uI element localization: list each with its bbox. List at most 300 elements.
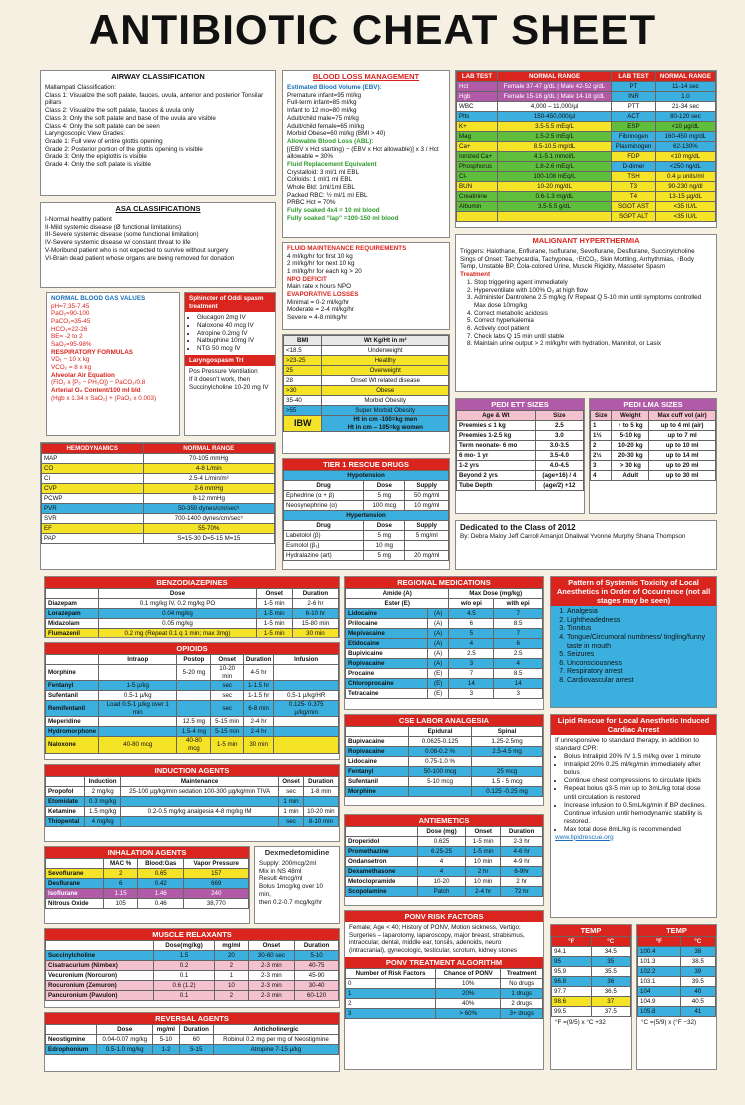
laryngospasm-title: Laryngospasm Trt (185, 355, 275, 367)
table-cell: PAP (42, 534, 144, 544)
table-cell: 5-15 min (211, 717, 243, 727)
table-cell (274, 717, 339, 727)
table-cell: Flumazenil (46, 629, 99, 638)
toxicity-item: 7. Respiratory arrest (567, 668, 712, 677)
asa-line: II-Mild systemic disease (Ø functional limitations) (45, 223, 182, 231)
table-cell: Overweight (322, 366, 449, 376)
hyper-subheading: Hypertension (284, 511, 449, 521)
table-cell: 0.125- 0.375 µ/kg/min (274, 701, 339, 717)
asa-line: VI-Brain dead patient whose organs are being removed for donation (45, 254, 235, 262)
table-cell: 20 (215, 951, 249, 961)
table-row (457, 192, 716, 202)
table-cell: 2.5 (494, 649, 543, 659)
table-row (591, 461, 716, 471)
bmi-table (283, 335, 449, 432)
antiemetics-panel (344, 814, 544, 906)
mh-treatment-list (460, 279, 712, 348)
table-cell: Morbid Obesity (322, 396, 449, 406)
table-cell: 10 min (466, 857, 501, 867)
fluid-line: PRBC Hct = 70% (287, 199, 336, 207)
column-header: Blood:Gas (138, 859, 184, 869)
table-cell: T3 (612, 182, 656, 192)
table-cell: <10 mg/dL (655, 152, 715, 162)
dedication-panel (455, 520, 717, 570)
table-cell: Diazepam (46, 599, 99, 609)
column-header: Spinal (472, 727, 543, 737)
table-cell: 3.5-4.0 (535, 451, 583, 461)
table-row (346, 787, 543, 797)
table-cell: 3.0-3.5 (535, 441, 583, 451)
fluid-line: Crystalloid: 3 ml/1 ml EBL (287, 168, 360, 176)
abg-line: SaO₂=95-98% (51, 341, 92, 349)
table-cell: Nitrous Oxide (46, 899, 104, 909)
table-cell: CO (42, 464, 144, 474)
table-cell: 72 hr (501, 887, 543, 897)
table-cell: 70-105 mmHg (143, 454, 274, 464)
table-cell: 0.5-1.0 mg/kg (97, 1045, 153, 1055)
table-cell: 4.5 (449, 609, 494, 619)
column-header: LAB TEST (612, 72, 656, 82)
table-cell: Preemies 1-2.5 kg (457, 431, 536, 441)
table-cell: 4-5 hr (243, 665, 273, 681)
table-cell: 2.5 (535, 421, 583, 431)
table-cell: 4-8 L/min (143, 464, 274, 474)
table-cell: 1-5 µ/kg (99, 681, 177, 691)
table-cell: (A) (427, 619, 448, 629)
column-header: Dose (mg) (417, 827, 465, 837)
lipid-item: • Repeat bolus q3-5 min up to 3mL/kg total dose until circulation is restored (564, 785, 712, 801)
table-cell: 5 (449, 629, 494, 639)
table-cell: 1.15 (104, 889, 138, 899)
table-cell: Dexamethasone (346, 867, 418, 877)
table-cell: 4 (449, 639, 494, 649)
table-cell: 55-70% (143, 524, 274, 534)
table-row (46, 961, 339, 971)
table-cell: 95.9 (552, 967, 592, 977)
table-cell: 60 (179, 1035, 213, 1045)
table-cell: 0.1 mg/kg IV, 0.2 mg/kg PO (99, 599, 256, 609)
column-header: Wt Kg/Ht in m² (322, 336, 449, 346)
table-cell: 14 (494, 679, 543, 689)
table-header (346, 968, 543, 978)
table-cell: (E) (427, 669, 448, 679)
table-cell: Metoclopramide (346, 877, 418, 887)
column-header: Intraop (99, 655, 177, 665)
table-cell: Sufentanil (346, 777, 409, 787)
ibw-formula (322, 416, 449, 432)
table-cell: 40-75 (295, 961, 339, 971)
table-row (346, 978, 543, 988)
table-row (46, 737, 339, 753)
asa-line: V-Moribund patient who is not expected to survive without surgery (45, 246, 229, 254)
table-cell: 10-20 (417, 877, 465, 887)
table-header (591, 411, 716, 421)
table-cell: 669 (184, 879, 249, 889)
evap-line: Severe = 4-8 ml/kg/hr (287, 314, 348, 322)
table-header (46, 941, 339, 951)
table-cell: Hydralazine (art) (284, 551, 364, 561)
table-cell (497, 212, 611, 222)
fluid-line: Packed RBC: ½ ml/1 ml EBL (287, 191, 368, 199)
toxicity-item: 6. Unconsciousness (567, 660, 712, 669)
table-cell: Female 37-47 g/dL | Male 42-52 g/dL (497, 82, 611, 92)
mh-treatment-item: 7. Check labs Q 15 min until stable (474, 333, 712, 341)
table-cell: 1 min (279, 807, 303, 817)
table-cell: 3+ drugs (501, 1008, 543, 1018)
table-cell: 4 (494, 659, 543, 669)
fluid-line: 4 ml/kg/hr for first 10 kg (287, 252, 353, 260)
table-cell: 28 (284, 376, 322, 386)
table-header (552, 937, 631, 947)
table-cell: 1 min (279, 797, 303, 807)
cse-panel (344, 714, 544, 806)
table-cell: Beyond 2 yrs (457, 471, 536, 481)
table-cell: 1-5 min (466, 847, 501, 857)
table-cell: 50-350 dynes/cm/sec⁵ (143, 504, 274, 514)
table-cell: > 30 kg (612, 461, 649, 471)
table-cell: Neosynephrine (α) (284, 501, 364, 511)
airway-line: Class 4: Only the soft palate can be seen (45, 122, 160, 130)
ponv-panel (344, 910, 544, 1070)
table-cell: 2-3 hr (501, 837, 543, 847)
resp-list (51, 356, 175, 371)
column-header: Number of Risk Factors (346, 968, 436, 978)
table-row (46, 971, 339, 981)
table-row (346, 887, 543, 897)
table-row (284, 376, 449, 386)
table-row (457, 212, 716, 222)
table-row (42, 514, 275, 524)
table-cell: 0.46 (138, 899, 184, 909)
dedication-authors: By: Debra Maloy Jeff Carroll Amanjot Dhaliwal Yvonne Murphy Shana Thompson (460, 532, 686, 540)
table-cell: 0.4 µ units/ml (655, 172, 715, 182)
table-cell: 1.5-2.5 mEq/L (497, 132, 611, 142)
column-header: Onset (211, 655, 243, 665)
table-cell: Scopolamine (346, 887, 418, 897)
table-header (46, 859, 249, 869)
table-cell: T4 (612, 192, 656, 202)
table-row (46, 951, 339, 961)
table-cell: 2-6 hr (292, 599, 338, 609)
table-cell: 1-2 yrs (457, 461, 536, 471)
table-cell: 1-5 min (211, 737, 243, 753)
column-header: Onset (466, 827, 501, 837)
table-cell: (age/2) +12 (535, 481, 583, 491)
inhal-title: INHALATION AGENTS (45, 847, 249, 858)
table-cell: Propofol (46, 787, 85, 797)
table-cell: 3 (449, 689, 494, 699)
blood-loss-panel (282, 70, 450, 238)
table-row (46, 691, 339, 701)
table-cell: 10-20 kg (612, 441, 649, 451)
dex-line: Result 4mcg/ml (259, 875, 303, 883)
ebv-line: Infant to 12 mo=80 ml/kg (287, 107, 357, 115)
induction-title: INDUCTION AGENTS (45, 765, 339, 776)
column-header: Anticholinergic (213, 1025, 338, 1035)
table-row (591, 471, 716, 481)
abg-panel (46, 292, 180, 436)
table-cell: 0.625 (417, 837, 465, 847)
table-cell: Tetracaine (346, 689, 428, 699)
dedication-title: Dedicated to the Class of 2012 (460, 523, 576, 532)
table-cell: SGPT ALT (612, 212, 656, 222)
table-cell: EF (42, 524, 144, 534)
table-cell: 1.5 (153, 951, 214, 961)
table-row (638, 957, 716, 967)
table-row (638, 967, 716, 977)
column-header: Dose (99, 589, 256, 599)
column-header: Duration (501, 827, 543, 837)
table-row (591, 451, 716, 461)
airway-line: Class 1: Visualize the soft palate, fauces, uvula, anterior and posterior Tonsilar pillars (45, 91, 264, 107)
table-cell: sec (211, 681, 243, 691)
asa-line: I-Normal healthy patient (45, 216, 112, 224)
column-header: Dose(mg/kg) (153, 941, 214, 951)
table-row (46, 1045, 339, 1055)
table-cell: 40-80 mcg (99, 737, 177, 753)
table-cell: up to 20 ml (649, 461, 716, 471)
column-header: Dose (364, 481, 405, 491)
column-header: mg/ml (215, 941, 249, 951)
alveolar-formula: (FiO₂ x [P₆ − PH₂O]) − PaCO₂/0.8 (51, 379, 146, 387)
cse-table (345, 726, 543, 797)
pedi-ett-title: PEDI ETT SIZES (456, 399, 584, 410)
column-header: °C (680, 937, 715, 947)
table-cell: 1½ (591, 431, 612, 441)
table-row (457, 92, 716, 102)
table-cell: 14 (449, 679, 494, 689)
airway-line: Grade 4: Only the soft palate is visible (45, 160, 152, 168)
table-row (591, 421, 716, 431)
table-header (46, 589, 339, 599)
table-cell: Etomidate (46, 797, 85, 807)
table-cell: 0.1 (153, 991, 214, 1001)
table-cell: 2-3 min (248, 961, 294, 971)
lipid-panel (550, 714, 717, 918)
mh-triggers: Triggers: Halothane, Enflurane, Isoflurane, Sevoflurane, Desflurane, Succinylcholine (460, 248, 695, 256)
evap-line: Moderate = 2-4 ml/kg/hr (287, 306, 355, 314)
column-header: Size (591, 411, 612, 421)
table-cell: Adult (612, 471, 649, 481)
table-cell: 4 (417, 857, 465, 867)
table-cell: Neostigmine (46, 1035, 97, 1045)
column-header: Treatment (501, 968, 543, 978)
table-row (42, 484, 275, 494)
table-cell: 10-20 min (211, 665, 243, 681)
column-header: Supply (405, 481, 449, 491)
table-cell: 25-100 µg/kg/min sedation 100-300 µg/kg/min TIVA (120, 787, 278, 797)
blood-loss-title: BLOOD LOSS MANAGEMENT (312, 72, 420, 81)
table-row (46, 817, 339, 827)
pedi-ett-table (456, 410, 584, 491)
table-row (638, 977, 716, 987)
table-cell: No drugs (501, 978, 543, 988)
table-cell: Plts (457, 112, 498, 122)
column-header: BMI (284, 336, 322, 346)
table-cell: (A) (427, 649, 448, 659)
table-cell: 105 (104, 899, 138, 909)
table-cell: 2-4 hr (243, 727, 273, 737)
benzo-table (45, 588, 339, 638)
table-cell: 1-1.5 hr (243, 681, 273, 691)
table-row (457, 172, 716, 182)
table-cell: 2-3 min (248, 981, 294, 991)
table-cell: 0.125 -0.25 mg (472, 787, 543, 797)
reversal-panel (44, 1012, 340, 1072)
table-cell (120, 797, 278, 807)
table-cell: 2 (215, 961, 249, 971)
table-cell: 8.5 (494, 619, 543, 629)
table-row (591, 431, 716, 441)
table-cell (177, 681, 211, 691)
table-cell: Naloxone (46, 737, 99, 753)
table-cell: Female 15-16 g/dL | Male 14-18 g/dL (497, 92, 611, 102)
reversal-table (45, 1024, 339, 1055)
table-cell: 30-60 sec (248, 951, 294, 961)
table-cell: 0.75-1.0 % (409, 757, 472, 767)
table-cell: PTT (612, 102, 656, 112)
lipid-item: • Continue chest compressions to circulate lipids (564, 777, 712, 785)
table-cell (274, 727, 339, 737)
table-cell: 4 (591, 471, 612, 481)
table-cell: 4 mg/kg (85, 817, 121, 827)
table-cell: 38.5 (680, 957, 715, 967)
table-cell: 0.2 (153, 961, 214, 971)
table-cell: 5 mg (364, 531, 405, 541)
antiemetics-table (345, 826, 543, 897)
table-cell: 5-10 mcg (409, 777, 472, 787)
table-cell: 0.5-1 µ/kg/HR (274, 691, 339, 701)
table-cell: 37.5 (591, 1007, 631, 1017)
table-cell: 1-8 min (303, 787, 338, 797)
table-cell: 104.9 (638, 997, 681, 1007)
table-header (457, 411, 584, 421)
benzo-title: BENZODIAZEPINES (45, 577, 339, 588)
airway-line: Laryngoscopic View Grades: (45, 130, 126, 138)
fluid-line: Whole Bld: 1ml/1ml EBL (287, 183, 355, 191)
table-cell: Mepivacaine (346, 629, 428, 639)
table-cell: Meperidine (46, 717, 99, 727)
table-row (346, 1008, 543, 1018)
table-cell: Hgb (457, 92, 498, 102)
table-cell: Desflurane (46, 879, 104, 889)
table-cell: Phosphorus (457, 162, 498, 172)
table-cell: 1-5 min (256, 609, 292, 619)
toxicity-item: 5. Seizures (567, 651, 712, 660)
table-cell: ACT (612, 112, 656, 122)
table-cell: 41 (680, 1007, 715, 1017)
dex-line: then 0.2-0.7 mcg/kg/hr (259, 898, 323, 906)
table-cell: Isoflurane (46, 889, 104, 899)
table-cell (274, 665, 339, 681)
table-cell: 157 (184, 869, 249, 879)
table-row (346, 867, 543, 877)
table-cell: 11-14 sec (655, 82, 715, 92)
table-row (457, 431, 584, 441)
table-cell: 4-9 hr (501, 857, 543, 867)
arterial-title: Arterial O₂ Content/100 ml bld (51, 387, 141, 395)
arterial-formula: (Hgb x 1.34 x SaO₂) + (PaO₂ x 0.003) (51, 394, 157, 402)
table-cell: 3 (494, 689, 543, 699)
hemo-panel (40, 442, 276, 570)
table-row (552, 947, 631, 957)
table-cell: 2.5-4 L/min/m² (143, 474, 274, 484)
table-cell: 1-5 min (256, 619, 292, 629)
table-row (346, 837, 543, 847)
muscle-table (45, 940, 339, 1001)
column-header: Duration (303, 777, 338, 787)
table-header (46, 1025, 339, 1035)
pedi-lma-title: PEDI LMA SIZES (590, 399, 716, 410)
mh-treatment-item: 2. Hyperventilate with 100% O₂ at high flow (474, 287, 712, 295)
benzo-panel (44, 576, 340, 638)
table-cell: Bupivacaine (346, 737, 409, 747)
table-cell: 2.5-4.5 mg (472, 747, 543, 757)
column-header (46, 589, 99, 599)
column-header (46, 859, 104, 869)
induction-panel (44, 764, 340, 842)
table-cell: 1.5 mg/kg (85, 807, 121, 817)
table-row (46, 787, 339, 797)
table-row (457, 202, 716, 212)
column-header: Drug (284, 481, 364, 491)
table-cell: 240 (184, 889, 249, 899)
table-row (457, 451, 584, 461)
column-subheader: Ester (E) (346, 599, 449, 609)
table-row (46, 717, 339, 727)
table-cell: Ketamine (46, 807, 85, 817)
table-row (457, 481, 584, 491)
table-row (46, 889, 249, 899)
regional-table (345, 588, 543, 699)
reversal-title: REVERSAL AGENTS (45, 1013, 339, 1024)
soaked-4x4: Fully soaked 4x4 = 10 ml blood (287, 206, 380, 214)
lipid-url[interactable]: www.lipidrescue.org (555, 833, 614, 841)
hypo-subheading: Hypotension (284, 471, 449, 481)
regional-panel (344, 576, 544, 710)
table-cell: Lorazepam (46, 609, 99, 619)
airway-list (41, 82, 275, 170)
column-header (46, 1025, 97, 1035)
table-cell: 13-15 µg/dL (655, 192, 715, 202)
table-cell: 1 (215, 971, 249, 981)
table-cell: PCWP (42, 494, 144, 504)
table-cell: 103.1 (638, 977, 681, 987)
table-cell: 6-9hr (501, 867, 543, 877)
table-cell: 25 (284, 366, 322, 376)
opioids-panel (44, 642, 340, 760)
abl-heading: Allowable Blood Loss (ABL): (287, 137, 374, 145)
opioids-table (45, 654, 339, 753)
lipid-item: • Max total dose 8mL/kg is recommended (564, 826, 712, 834)
table-cell: 10-20 min (303, 807, 338, 817)
table-row (346, 737, 543, 747)
mh-panel (455, 234, 717, 392)
table-cell: 5 mg (364, 551, 405, 561)
table-cell: 60-120 (295, 991, 339, 1001)
table-cell: Obese (322, 386, 449, 396)
table-row (284, 531, 449, 541)
table-cell (472, 757, 543, 767)
laryngospasm-line: Pos Pressure Ventilation (189, 368, 258, 376)
table-cell: Etidocaine (346, 639, 428, 649)
table-cell: 3.5-5.5 mEq/L (497, 122, 611, 132)
table-row (457, 112, 716, 122)
toxicity-item: 4. Tongue/Circumoral numbness/ tingling/funny taste in mouth (567, 634, 712, 651)
toxicity-item: 1. Analgesia (567, 608, 712, 617)
induction-table (45, 776, 339, 827)
abg-line: HCO₃=22-26 (51, 325, 88, 333)
